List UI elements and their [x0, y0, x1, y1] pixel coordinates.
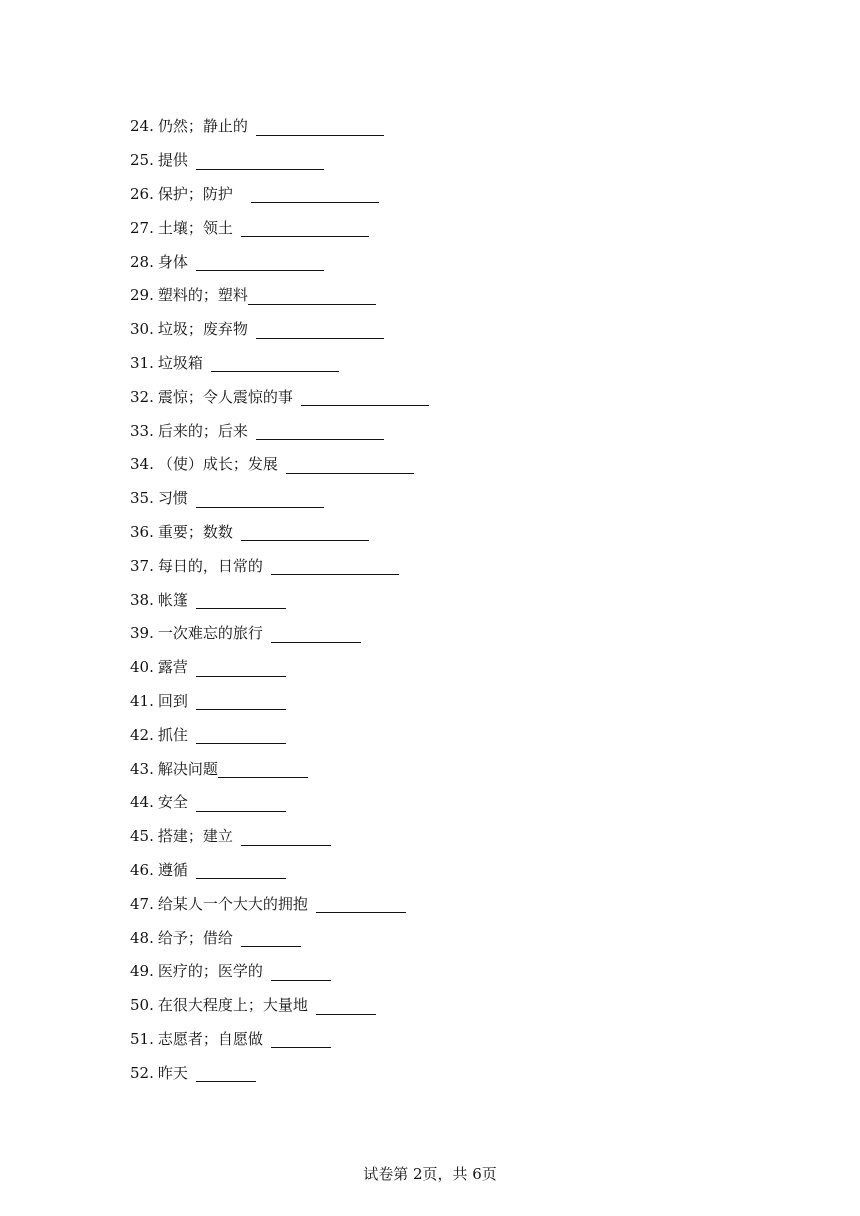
item-number: 28.	[130, 252, 154, 271]
item-text: 保护；防护	[157, 184, 233, 203]
item-text: 搭建；建立	[157, 827, 233, 846]
item-number: 29.	[130, 286, 154, 305]
item-text: 提供	[157, 151, 188, 170]
item-number: 41.	[130, 691, 154, 710]
item-number: 40.	[130, 658, 154, 677]
item-text: 每日的，日常的	[157, 556, 263, 575]
answer-blank[interactable]	[271, 1034, 331, 1048]
item-number: 27.	[130, 218, 154, 237]
list-item	[130, 110, 770, 144]
item-number: 36.	[130, 522, 154, 541]
item-text: 塑料的；塑料	[157, 286, 248, 305]
item-number: 32.	[130, 387, 154, 406]
item-number: 26.	[130, 184, 154, 203]
list-item	[130, 448, 770, 482]
page-footer: 试卷第 2页，共 6页	[363, 1165, 497, 1183]
list-item	[130, 786, 770, 820]
answer-blank[interactable]	[196, 156, 324, 170]
list-item	[130, 921, 770, 955]
item-text: 给予；借给	[157, 928, 233, 947]
item-number: 44.	[130, 793, 154, 812]
answer-blank[interactable]	[256, 325, 384, 339]
list-item	[130, 854, 770, 888]
item-number: 50.	[130, 996, 154, 1015]
list-item	[130, 685, 770, 719]
item-number: 48.	[130, 928, 154, 947]
answer-blank[interactable]	[196, 494, 324, 508]
item-text: 帐篷	[157, 590, 188, 609]
item-number: 45.	[130, 827, 154, 846]
item-text: 安全	[157, 793, 188, 812]
item-number: 30.	[130, 320, 154, 339]
item-number: 42.	[130, 725, 154, 744]
item-number: 46.	[130, 860, 154, 879]
answer-blank[interactable]	[241, 832, 331, 846]
item-text: 解决问题	[157, 759, 218, 778]
answer-blank[interactable]	[196, 730, 286, 744]
list-item	[130, 347, 770, 381]
answer-blank[interactable]	[218, 764, 308, 778]
answer-blank[interactable]	[241, 527, 369, 541]
item-text: 昨天	[157, 1063, 188, 1082]
item-text: 重要；数数	[157, 522, 233, 541]
list-item	[130, 549, 770, 583]
item-number: 31.	[130, 353, 154, 372]
answer-blank[interactable]	[286, 460, 414, 474]
answer-blank[interactable]	[271, 561, 399, 575]
answer-blank[interactable]	[196, 595, 286, 609]
item-text: （使）成长；发展	[157, 455, 278, 474]
answer-blank[interactable]	[256, 426, 384, 440]
answer-blank[interactable]	[196, 798, 286, 812]
list-item	[130, 516, 770, 550]
item-number: 25.	[130, 151, 154, 170]
item-text: 抓住	[157, 725, 188, 744]
item-text: 一次难忘的旅行	[157, 624, 263, 643]
item-text: 后来的；后来	[157, 421, 248, 440]
list-item	[130, 313, 770, 347]
item-number: 49.	[130, 962, 154, 981]
answer-blank[interactable]	[251, 189, 379, 203]
item-text: 在很大程度上；大量地	[157, 996, 308, 1015]
answer-blank[interactable]	[256, 122, 384, 136]
item-number: 52.	[130, 1063, 154, 1082]
answer-blank[interactable]	[301, 392, 429, 406]
item-text: 志愿者；自愿做	[157, 1029, 263, 1048]
list-item	[130, 1056, 770, 1090]
item-text: 给某人一个大大的拥抱	[157, 894, 308, 913]
list-item	[130, 617, 770, 651]
item-text: 垃圾；废弃物	[157, 320, 248, 339]
item-text: 露营	[157, 658, 188, 677]
list-item	[130, 144, 770, 178]
list-item	[130, 414, 770, 448]
answer-blank[interactable]	[241, 933, 301, 947]
list-item	[130, 752, 770, 786]
list-item	[130, 482, 770, 516]
item-text: 习惯	[157, 489, 188, 508]
list-item	[130, 279, 770, 313]
list-item	[130, 583, 770, 617]
answer-blank[interactable]	[248, 291, 376, 305]
item-number: 39.	[130, 624, 154, 643]
item-text: 身体	[157, 252, 188, 271]
item-number: 37.	[130, 556, 154, 575]
list-item	[130, 989, 770, 1023]
item-text: 土壤；领土	[157, 218, 233, 237]
answer-blank[interactable]	[196, 696, 286, 710]
answer-blank[interactable]	[196, 257, 324, 271]
list-item	[130, 211, 770, 245]
answer-blank[interactable]	[211, 358, 339, 372]
list-item	[130, 887, 770, 921]
list-item	[130, 955, 770, 989]
answer-blank[interactable]	[196, 663, 286, 677]
list-item	[130, 1023, 770, 1057]
list-item	[130, 820, 770, 854]
item-text: 垃圾箱	[157, 353, 203, 372]
item-number: 47.	[130, 894, 154, 913]
list-item	[130, 380, 770, 414]
item-text: 遵循	[157, 860, 188, 879]
answer-blank[interactable]	[271, 967, 331, 981]
answer-blank[interactable]	[241, 223, 369, 237]
list-item	[130, 178, 770, 212]
item-number: 34.	[130, 455, 154, 474]
item-number: 24.	[130, 117, 154, 136]
item-text: 震惊；令人震惊的事	[157, 387, 293, 406]
item-text: 仍然；静止的	[157, 117, 248, 136]
item-number: 33.	[130, 421, 154, 440]
list-item	[130, 718, 770, 752]
item-number: 35.	[130, 489, 154, 508]
item-number: 51.	[130, 1029, 154, 1048]
answer-blank[interactable]	[196, 865, 286, 879]
answer-blank[interactable]	[271, 629, 361, 643]
vocabulary-list	[130, 110, 770, 1090]
item-number: 38.	[130, 590, 154, 609]
answer-blank[interactable]	[316, 1001, 376, 1015]
item-text: 医疗的；医学的	[157, 962, 263, 981]
item-text: 回到	[157, 691, 188, 710]
list-item	[130, 651, 770, 685]
answer-blank[interactable]	[196, 1068, 256, 1082]
item-number: 43.	[130, 759, 154, 778]
answer-blank[interactable]	[316, 899, 406, 913]
list-item	[130, 245, 770, 279]
